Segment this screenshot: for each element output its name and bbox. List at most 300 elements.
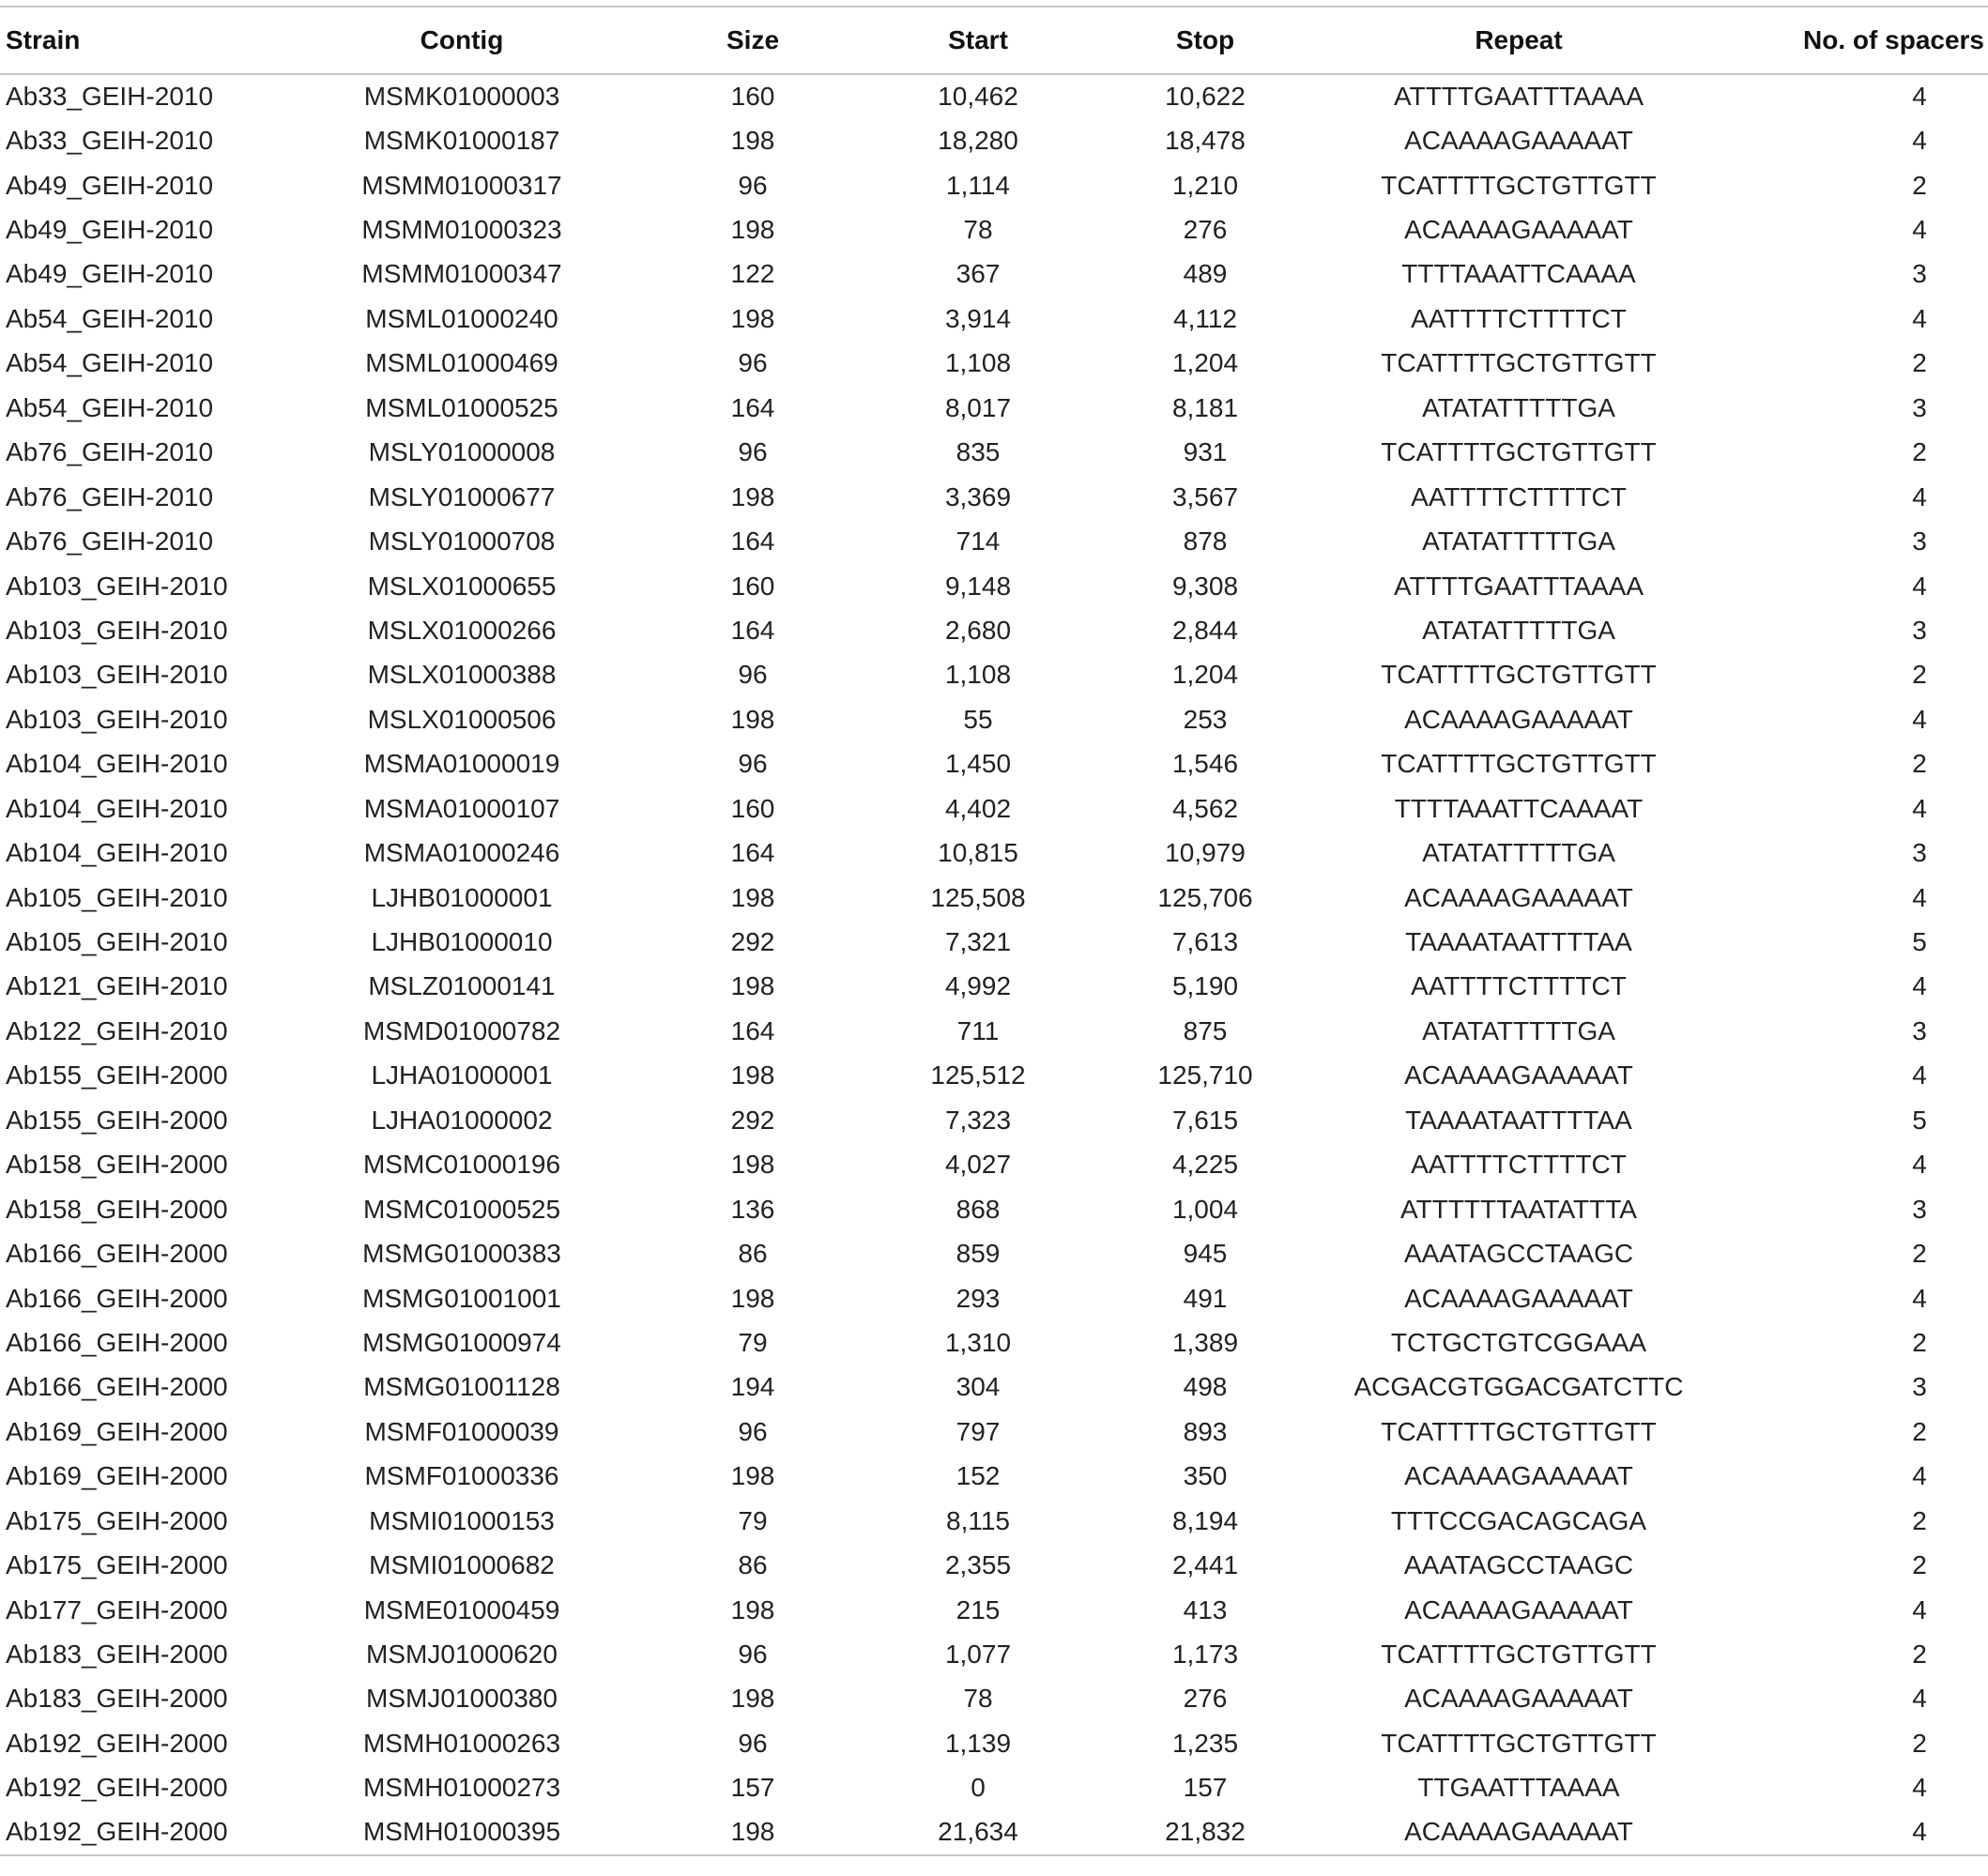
table-row	[0, 1632, 1988, 1676]
table-row	[0, 1143, 1988, 1187]
cell-start: 1,108	[944, 348, 1012, 378]
cell-stop: 125,710	[1157, 1060, 1253, 1091]
cell-spacers: 4	[1912, 1684, 1927, 1714]
cell-stop: 2,844	[1171, 615, 1239, 645]
cell-start: 3,914	[944, 303, 1012, 333]
cell-start: 859	[956, 1239, 1001, 1269]
cell-repeat: ACAAAAGAAAAAT	[1404, 1461, 1633, 1491]
cell-spacers: 3	[1912, 1372, 1927, 1402]
cell-size: 198	[730, 971, 775, 1001]
cell-size: 164	[730, 838, 775, 868]
cell-strain: Ab169_GEIH-2000	[6, 1461, 228, 1491]
cell-spacers: 4	[1912, 1150, 1927, 1180]
cell-strain: Ab155_GEIH-2000	[6, 1105, 228, 1135]
cell-repeat: ACAAAAGAAAAAT	[1404, 1594, 1633, 1624]
cell-repeat: ACAAAAGAAAAAT	[1318, 1810, 1720, 1854]
cell-repeat: ATATATTTTTGA	[1422, 1015, 1615, 1045]
table-row	[0, 1231, 1988, 1275]
cell-spacers: 4	[1912, 704, 1927, 734]
cell-size: 198	[730, 215, 775, 245]
cell-size: 79	[738, 1505, 768, 1535]
cell-repeat: ATTTTTTAATATTTA	[1400, 1194, 1637, 1224]
cell-stop: 1,235	[1171, 1728, 1239, 1758]
cell-size: 292	[730, 927, 775, 957]
cell-strain: Ab183_GEIH-2000	[6, 1640, 228, 1670]
cell-size: 96	[738, 437, 768, 467]
cell-repeat: AATTTTCTTTTCT	[1411, 481, 1627, 511]
cell-stop: 489	[1183, 259, 1228, 289]
cell-contig: MSMF01000039	[364, 1416, 559, 1446]
cell-contig: MSMK01000003	[363, 82, 560, 112]
cell-spacers: 3	[1912, 838, 1927, 868]
cell-size: 164	[730, 392, 775, 422]
cell-start: 835	[956, 437, 1001, 467]
cell-contig: LJHB01000001	[371, 882, 553, 912]
cell-repeat: ACAAAAGAAAAAT	[1404, 1060, 1633, 1091]
cell-spacers: 3	[1912, 615, 1927, 645]
table-row	[0, 475, 1988, 519]
cell-spacers: 2	[1912, 1239, 1927, 1269]
cell-size: 198	[730, 481, 775, 511]
cell-size: 136	[730, 1194, 775, 1224]
cell-strain: Ab192_GEIH-2000	[0, 1810, 282, 1854]
cell-spacers: 2	[1912, 749, 1927, 779]
cell-size: 198	[730, 126, 775, 156]
cell-contig: MSMC01000525	[362, 1194, 561, 1224]
cell-contig: MSMJ01000380	[366, 1684, 558, 1714]
column-header-size: Size	[726, 25, 780, 54]
header-row	[0, 7, 1988, 74]
cell-stop: 276	[1183, 1684, 1228, 1714]
cell-strain: Ab122_GEIH-2010	[6, 1015, 228, 1045]
cell-contig: MSMA01000019	[363, 749, 560, 779]
cell-strain: Ab33_GEIH-2010	[6, 126, 214, 156]
column-header-contig: Contig	[420, 25, 504, 54]
cell-start: 0	[971, 1773, 986, 1803]
cell-repeat: TCATTTTGCTGTTGTT	[1381, 660, 1657, 690]
cell-size: 198	[730, 1684, 775, 1714]
cell-stop: 498	[1183, 1372, 1228, 1402]
cell-start: 1,450	[944, 749, 1012, 779]
cell-start: 125,512	[930, 1060, 1026, 1091]
cell-contig: MSMG01001001	[362, 1283, 561, 1313]
cell-strain: Ab49_GEIH-2010	[6, 215, 214, 245]
cell-strain: Ab104_GEIH-2010	[6, 749, 228, 779]
cell-contig: LJHA01000001	[371, 1060, 553, 1091]
cell-start: 8,115	[946, 1505, 1010, 1535]
cell-contig: MSME01000459	[363, 1594, 560, 1624]
cell-contig: MSMI01000153	[369, 1505, 555, 1535]
cell-contig: MSMH01000263	[362, 1728, 561, 1758]
cell-strain: Ab76_GEIH-2010	[6, 437, 214, 467]
cell-spacers: 2	[1912, 348, 1927, 378]
cell-size: 164	[730, 615, 775, 645]
cell-contig: MSMM01000347	[361, 259, 562, 289]
table-row	[0, 965, 1988, 1009]
cell-strain: Ab192_GEIH-2000	[6, 1728, 228, 1758]
cell-strain: Ab54_GEIH-2010	[6, 392, 214, 422]
cell-stop: 10,979	[1165, 838, 1246, 868]
table-row	[0, 1543, 1988, 1587]
cell-spacers: 4	[1912, 82, 1927, 112]
cell-stop: 4,112	[1173, 303, 1237, 333]
cell-start: 2,680	[944, 615, 1012, 645]
cell-contig: MSML01000240	[365, 303, 558, 333]
cell-start: 10,462	[938, 82, 1018, 112]
cell-size: 198	[730, 704, 775, 734]
table-row	[0, 786, 1988, 831]
cell-contig: MSMA01000246	[363, 838, 560, 868]
cell-repeat: TCATTTTGCTGTTGTT	[1381, 749, 1657, 779]
table-row	[0, 1276, 1988, 1320]
table-row	[0, 74, 1988, 118]
cell-contig: MSMK01000187	[363, 126, 560, 156]
cell-strain: Ab155_GEIH-2000	[6, 1060, 228, 1091]
cell-repeat: ATATATTTTTGA	[1422, 838, 1615, 868]
table-row	[0, 1009, 1988, 1053]
cell-size: 292	[730, 1105, 775, 1135]
cell-stop: 7,615	[1171, 1105, 1239, 1135]
cell-size: 198	[730, 1594, 775, 1624]
cell-size: 198	[730, 882, 775, 912]
table-row	[0, 1766, 1988, 1810]
table-row	[0, 876, 1988, 920]
cell-start: 125,508	[930, 882, 1026, 912]
cell-repeat: TCTGCTGTCGGAAA	[1390, 1327, 1647, 1357]
cell-stop: 1,389	[1171, 1327, 1239, 1357]
cell-size: 86	[738, 1239, 768, 1269]
cell-start: 4,402	[944, 793, 1012, 823]
cell-contig: MSMI01000682	[369, 1550, 555, 1580]
cell-stop: 931	[1183, 437, 1228, 467]
cell-spacers: 4	[1912, 793, 1927, 823]
cell-contig: MSMG01000974	[362, 1327, 561, 1357]
cell-stop: 253	[1183, 704, 1228, 734]
cell-stop: 350	[1183, 1461, 1228, 1491]
cell-strain: Ab103_GEIH-2010	[6, 704, 228, 734]
cell-strain: Ab49_GEIH-2010	[6, 170, 214, 200]
cell-contig: MSLX01000388	[367, 660, 557, 690]
cell-spacers: 4	[1912, 215, 1927, 245]
table-row	[0, 1098, 1988, 1142]
cell-strain: Ab166_GEIH-2000	[6, 1327, 228, 1357]
cell-strain: Ab177_GEIH-2000	[6, 1594, 228, 1624]
cell-repeat: TCATTTTGCTGTTGTT	[1381, 348, 1657, 378]
table-row	[0, 1721, 1988, 1765]
cell-strain: Ab103_GEIH-2010	[6, 615, 228, 645]
cell-spacers: 4	[1912, 1594, 1927, 1624]
cell-stop: 1,004	[1171, 1194, 1239, 1224]
cell-stop: 10,622	[1165, 82, 1246, 112]
cell-strain: Ab169_GEIH-2000	[6, 1416, 228, 1446]
cell-start: 78	[963, 1684, 993, 1714]
table-body	[0, 74, 1988, 1855]
cell-size: 96	[738, 170, 768, 200]
cell-repeat: AAATAGCCTAAGC	[1403, 1550, 1634, 1580]
cell-contig: MSLY01000708	[368, 526, 556, 557]
cell-contig: MSLZ01000141	[368, 971, 556, 1001]
column-header-strain: Strain	[6, 25, 81, 54]
column-header-repeat: Repeat	[1475, 25, 1563, 54]
cell-strain: Ab104_GEIH-2010	[6, 793, 228, 823]
cell-spacers: 2	[1912, 170, 1927, 200]
cell-contig: MSMM01000317	[361, 170, 562, 200]
cell-size: 160	[730, 793, 775, 823]
cell-size: 198	[642, 1810, 864, 1854]
cell-strain: Ab105_GEIH-2010	[6, 882, 228, 912]
column-header-stop: Stop	[1175, 25, 1235, 54]
cell-size: 164	[730, 1015, 775, 1045]
cell-start: 215	[956, 1594, 1001, 1624]
table-row	[0, 163, 1988, 207]
cell-spacers: 5	[1912, 927, 1927, 957]
cell-repeat: ACAAAAGAAAAAT	[1404, 882, 1633, 912]
cell-repeat: TTTTAAATTCAAAA	[1401, 259, 1636, 289]
cell-spacers: 4	[1912, 971, 1927, 1001]
cell-spacers: 4	[1912, 126, 1927, 156]
table-row	[0, 1410, 1988, 1454]
cell-repeat: ACAAAAGAAAAAT	[1404, 1684, 1633, 1714]
cell-start: 55	[963, 704, 993, 734]
cell-repeat: AATTTTCTTTTCT	[1411, 1150, 1627, 1180]
cell-stop: 1,173	[1171, 1640, 1239, 1670]
cell-start: 4,027	[944, 1150, 1012, 1180]
cell-contig: MSMA01000107	[363, 793, 560, 823]
cell-repeat: TAAAATAATTTTAA	[1405, 927, 1632, 957]
cell-contig: MSMG01001128	[363, 1372, 560, 1402]
cell-contig: LJHA01000002	[371, 1105, 553, 1135]
cell-size: 96	[738, 1416, 768, 1446]
cell-size: 122	[730, 259, 775, 289]
column-header-spacers: No. of spacers	[1803, 25, 1984, 54]
cell-size: 96	[738, 1640, 768, 1670]
cell-stop: 4,562	[1171, 793, 1239, 823]
cell-stop: 1,546	[1171, 749, 1239, 779]
cell-contig: MSMJ01000620	[366, 1640, 558, 1670]
table-row	[0, 1588, 1988, 1632]
cell-repeat: ACAAAAGAAAAAT	[1404, 215, 1633, 245]
column-header-start: Start	[948, 25, 1008, 54]
table-row	[0, 742, 1988, 786]
cell-strain: Ab103_GEIH-2010	[6, 571, 228, 601]
cell-start: 711	[956, 1015, 1000, 1045]
cell-contig: MSMC01000196	[362, 1150, 561, 1180]
cell-start: 8,017	[944, 392, 1012, 422]
cell-repeat: ATATATTTTTGA	[1422, 615, 1615, 645]
table-row	[0, 386, 1988, 430]
cell-strain: Ab166_GEIH-2000	[6, 1372, 228, 1402]
cell-stop: 945	[1183, 1239, 1228, 1269]
cell-size: 157	[730, 1773, 775, 1803]
cell-start: 7,321	[944, 927, 1012, 957]
cell-size: 198	[730, 1461, 775, 1491]
cell-spacers: 4	[1912, 882, 1927, 912]
cell-size: 198	[730, 1150, 775, 1180]
cell-stop: 893	[1183, 1416, 1228, 1446]
cell-size: 194	[730, 1372, 775, 1402]
cell-repeat: ACAAAAGAAAAAT	[1404, 704, 1633, 734]
cell-spacers: 4	[1912, 1060, 1927, 1091]
table-row	[0, 118, 1988, 162]
cell-strain: Ab104_GEIH-2010	[6, 838, 228, 868]
crispr-array-table	[0, 6, 1988, 1856]
table-row	[0, 1187, 1988, 1231]
cell-spacers: 2	[1912, 1728, 1927, 1758]
cell-size: 160	[730, 571, 775, 601]
cell-spacers: 2	[1912, 1550, 1927, 1580]
table-header	[0, 7, 1988, 74]
cell-stop: 21,832	[1093, 1810, 1318, 1854]
cell-stop: 9,308	[1171, 571, 1239, 601]
cell-start: 78	[963, 215, 993, 245]
cell-stop: 18,478	[1165, 126, 1246, 156]
cell-spacers: 2	[1912, 660, 1927, 690]
cell-stop: 413	[1183, 1594, 1228, 1624]
cell-stop: 878	[1183, 526, 1228, 557]
cell-start: 7,323	[944, 1105, 1012, 1135]
cell-repeat: TCATTTTGCTGTTGTT	[1381, 1640, 1657, 1670]
cell-spacers: 3	[1912, 259, 1927, 289]
cell-repeat: TCATTTTGCTGTTGTT	[1381, 437, 1657, 467]
cell-size: 164	[730, 526, 775, 557]
cell-spacers: 2	[1912, 1327, 1927, 1357]
cell-size: 198	[730, 1060, 775, 1091]
cell-contig: MSML01000469	[365, 348, 558, 378]
cell-size: 160	[730, 82, 775, 112]
cell-contig: MSLX01000266	[367, 615, 557, 645]
cell-strain: Ab54_GEIH-2010	[6, 303, 214, 333]
cell-start: 1,077	[944, 1640, 1012, 1670]
cell-contig: MSMF01000336	[364, 1461, 559, 1491]
cell-spacers: 4	[1912, 1773, 1927, 1803]
table-row	[0, 1365, 1988, 1410]
cell-repeat: TCATTTTGCTGTTGTT	[1381, 1728, 1657, 1758]
cell-repeat: ATTTTGAATTTAAAA	[1394, 82, 1644, 112]
table-row	[0, 1455, 1988, 1499]
cell-repeat: ACAAAAGAAAAAT	[1404, 1283, 1633, 1313]
cell-spacers: 4	[1912, 571, 1927, 601]
cell-spacers: 4	[1912, 481, 1927, 511]
cell-stop: 125,706	[1157, 882, 1253, 912]
cell-repeat: TTTCCGACAGCAGA	[1390, 1505, 1647, 1535]
table-row	[0, 697, 1988, 741]
table-row	[0, 920, 1988, 964]
cell-start: 1,310	[944, 1327, 1012, 1357]
cell-start: 21,634	[864, 1810, 1093, 1854]
cell-strain: Ab33_GEIH-2010	[6, 82, 214, 112]
cell-stop: 8,181	[1171, 392, 1239, 422]
table-row	[0, 1499, 1988, 1543]
cell-size: 79	[738, 1327, 768, 1357]
cell-stop: 276	[1183, 215, 1228, 245]
cell-stop: 875	[1183, 1015, 1228, 1045]
table-row	[0, 252, 1988, 297]
table-row	[0, 297, 1988, 341]
cell-strain: Ab158_GEIH-2000	[6, 1150, 228, 1180]
cell-contig: MSMM01000323	[361, 215, 562, 245]
cell-contig: MSLX01000506	[367, 704, 557, 734]
cell-spacers: 3	[1912, 392, 1927, 422]
cell-stop: 7,613	[1171, 927, 1239, 957]
cell-stop: 1,204	[1171, 660, 1239, 690]
cell-strain: Ab76_GEIH-2010	[6, 526, 214, 557]
cell-repeat: TCATTTTGCTGTTGTT	[1381, 1416, 1657, 1446]
cell-spacers: 3	[1912, 1015, 1927, 1045]
cell-contig: MSMH01000273	[362, 1773, 561, 1803]
cell-repeat: AATTTTCTTTTCT	[1411, 971, 1627, 1001]
cell-repeat: ATATATTTTTGA	[1422, 392, 1615, 422]
cell-start: 18,280	[938, 126, 1018, 156]
cell-spacers: 5	[1912, 1105, 1927, 1135]
cell-size: 96	[738, 1728, 768, 1758]
table-row	[0, 207, 1988, 252]
cell-contig: MSMH01000395	[282, 1810, 642, 1854]
cell-spacers: 2	[1912, 1640, 1927, 1670]
cell-spacers: 2	[1912, 437, 1927, 467]
table-row	[0, 1320, 1988, 1365]
cell-spacers: 2	[1912, 1416, 1927, 1446]
cell-size: 96	[738, 348, 768, 378]
cell-start: 367	[956, 259, 1001, 289]
cell-strain: Ab166_GEIH-2000	[6, 1283, 228, 1313]
cell-size: 198	[730, 303, 775, 333]
table-row	[0, 342, 1988, 386]
cell-size: 96	[738, 749, 768, 779]
cell-stop: 5,190	[1171, 971, 1239, 1001]
cell-strain: Ab103_GEIH-2010	[6, 660, 228, 690]
cell-contig: MSLX01000655	[367, 571, 557, 601]
cell-strain: Ab105_GEIH-2010	[6, 927, 228, 957]
table-row	[0, 1677, 1988, 1721]
cell-strain: Ab183_GEIH-2000	[6, 1684, 228, 1714]
cell-size: 86	[738, 1550, 768, 1580]
cell-strain: Ab158_GEIH-2000	[6, 1194, 228, 1224]
cell-repeat: TTGAATTTAAAA	[1417, 1773, 1620, 1803]
cell-spacers: 4	[1912, 303, 1927, 333]
cell-start: 2,355	[944, 1550, 1012, 1580]
cell-repeat: ACAAAAGAAAAAT	[1404, 126, 1633, 156]
cell-start: 1,114	[946, 170, 1010, 200]
cell-stop: 491	[1183, 1283, 1228, 1313]
cell-stop: 1,210	[1171, 170, 1239, 200]
cell-strain: Ab76_GEIH-2010	[6, 481, 214, 511]
cell-start: 797	[956, 1416, 1001, 1446]
cell-start: 9,148	[944, 571, 1012, 601]
cell-start: 293	[956, 1283, 1001, 1313]
table-row	[0, 608, 1988, 652]
table-row	[0, 519, 1988, 563]
table-row	[0, 653, 1988, 697]
table-row	[0, 564, 1988, 608]
cell-start: 714	[956, 526, 1001, 557]
cell-stop: 1,204	[1171, 348, 1239, 378]
cell-contig: MSLY01000677	[368, 481, 556, 511]
cell-strain: Ab121_GEIH-2010	[6, 971, 228, 1001]
cell-stop: 2,441	[1171, 1550, 1239, 1580]
table-row	[0, 1054, 1988, 1098]
cell-size: 96	[738, 660, 768, 690]
cell-spacers: 4	[1720, 1810, 1988, 1854]
cell-start: 10,815	[938, 838, 1018, 868]
cell-spacers: 3	[1912, 526, 1927, 557]
table-row	[0, 431, 1988, 475]
cell-repeat: ACGACGTGGACGATCTTC	[1353, 1372, 1684, 1402]
cell-contig: MSMG01000383	[362, 1239, 561, 1269]
cell-spacers: 3	[1912, 1194, 1927, 1224]
cell-contig: LJHB01000010	[371, 927, 553, 957]
cell-spacers: 4	[1912, 1283, 1927, 1313]
cell-stop: 3,567	[1171, 481, 1239, 511]
